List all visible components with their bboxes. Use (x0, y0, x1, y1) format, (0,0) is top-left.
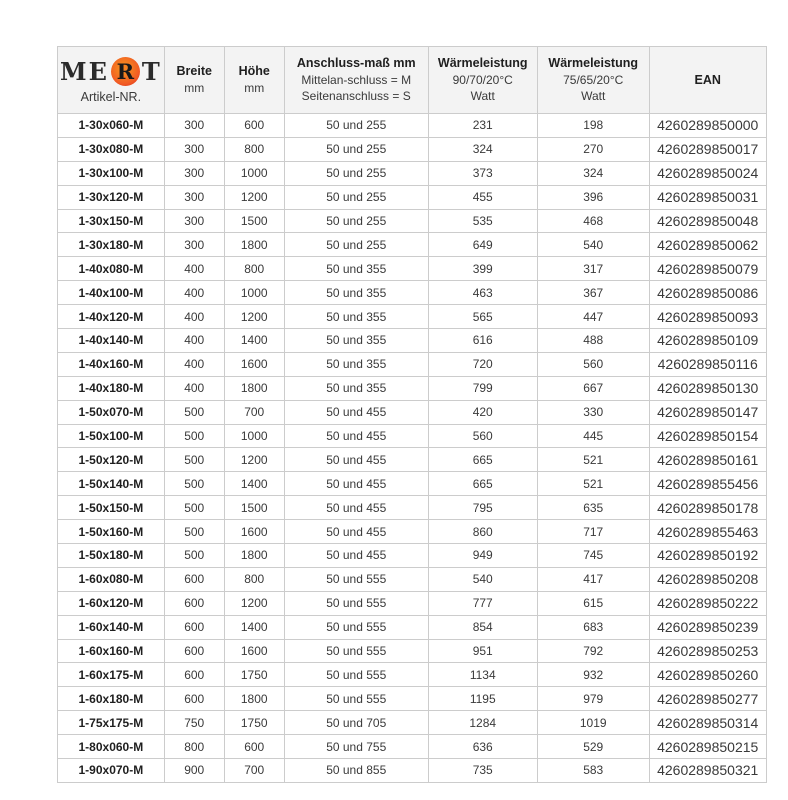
table-row (58, 209, 767, 233)
cell-artikel-nr: 1-50x120-M (58, 448, 165, 472)
header-ean-title: EAN (694, 72, 721, 87)
cell-breite: 300 (164, 209, 224, 233)
cell-hoehe: 1600 (224, 352, 284, 376)
cell-watt-90-70: 560 (428, 424, 537, 448)
cell-anschluss: 50 und 355 (284, 281, 428, 305)
cell-watt-90-70: 665 (428, 472, 537, 496)
cell-watt-75-65: 932 (537, 663, 649, 687)
cell-anschluss: 50 und 705 (284, 711, 428, 735)
cell-anschluss: 50 und 255 (284, 114, 428, 138)
cell-anschluss: 50 und 455 (284, 544, 428, 568)
cell-hoehe: 1600 (224, 520, 284, 544)
cell-watt-90-70: 860 (428, 520, 537, 544)
cell-breite: 400 (164, 281, 224, 305)
cell-ean: 4260289850147 (649, 400, 766, 424)
cell-breite: 900 (164, 759, 224, 783)
cell-breite: 400 (164, 257, 224, 281)
cell-hoehe: 1000 (224, 281, 284, 305)
cell-breite: 750 (164, 711, 224, 735)
cell-watt-90-70: 373 (428, 161, 537, 185)
cell-watt-90-70: 1195 (428, 687, 537, 711)
cell-artikel-nr: 1-80x060-M (58, 735, 165, 759)
cell-hoehe: 1400 (224, 472, 284, 496)
header-row (58, 47, 767, 114)
cell-hoehe: 1500 (224, 209, 284, 233)
cell-hoehe: 1800 (224, 544, 284, 568)
table-row (58, 687, 767, 711)
logo-r-circle-icon (111, 57, 140, 86)
cell-watt-75-65: 979 (537, 687, 649, 711)
cell-watt-90-70: 735 (428, 759, 537, 783)
cell-watt-75-65: 583 (537, 759, 649, 783)
cell-breite: 600 (164, 567, 224, 591)
cell-hoehe: 1200 (224, 591, 284, 615)
cell-watt-75-65: 521 (537, 448, 649, 472)
cell-hoehe: 600 (224, 735, 284, 759)
table-row (58, 472, 767, 496)
cell-ean: 4260289850222 (649, 591, 766, 615)
cell-artikel-nr: 1-30x150-M (58, 209, 165, 233)
table-row (58, 114, 767, 138)
cell-anschluss: 50 und 355 (284, 376, 428, 400)
cell-artikel-nr: 1-60x175-M (58, 663, 165, 687)
cell-artikel-nr: 1-30x120-M (58, 185, 165, 209)
header-artikel-nr (58, 47, 165, 114)
cell-artikel-nr: 1-50x100-M (58, 424, 165, 448)
cell-anschluss: 50 und 355 (284, 305, 428, 329)
cell-anschluss: 50 und 455 (284, 448, 428, 472)
header-anschluss-sub1: Mittelan-schluss = M (301, 73, 412, 88)
header-watt75-sub2: Watt (581, 89, 606, 104)
cell-watt-90-70: 399 (428, 257, 537, 281)
header-watt-75-65 (537, 47, 649, 114)
cell-watt-75-65: 396 (537, 185, 649, 209)
cell-breite: 300 (164, 137, 224, 161)
cell-ean: 4260289850154 (649, 424, 766, 448)
cell-ean: 4260289850161 (649, 448, 766, 472)
cell-artikel-nr: 1-40x140-M (58, 329, 165, 353)
cell-watt-90-70: 795 (428, 496, 537, 520)
table-row (58, 233, 767, 257)
cell-ean: 4260289850321 (649, 759, 766, 783)
header-hoehe-title: Höhe (238, 64, 270, 79)
artikel-nr-label: Artikel-NR. (80, 89, 142, 104)
cell-watt-90-70: 535 (428, 209, 537, 233)
cell-breite: 600 (164, 639, 224, 663)
cell-anschluss: 50 und 555 (284, 591, 428, 615)
cell-breite: 300 (164, 114, 224, 138)
cell-watt-90-70: 324 (428, 137, 537, 161)
cell-ean: 4260289850277 (649, 687, 766, 711)
cell-watt-90-70: 665 (428, 448, 537, 472)
cell-anschluss: 50 und 555 (284, 663, 428, 687)
cell-watt-75-65: 1019 (537, 711, 649, 735)
cell-hoehe: 1600 (224, 639, 284, 663)
header-ean (649, 47, 766, 114)
cell-breite: 300 (164, 185, 224, 209)
cell-hoehe: 1500 (224, 496, 284, 520)
cell-watt-90-70: 720 (428, 352, 537, 376)
cell-watt-75-65: 529 (537, 735, 649, 759)
cell-artikel-nr: 1-40x120-M (58, 305, 165, 329)
cell-artikel-nr: 1-60x180-M (58, 687, 165, 711)
cell-breite: 400 (164, 352, 224, 376)
cell-watt-90-70: 463 (428, 281, 537, 305)
cell-anschluss: 50 und 255 (284, 233, 428, 257)
cell-ean: 4260289850109 (649, 329, 766, 353)
cell-artikel-nr: 1-30x180-M (58, 233, 165, 257)
cell-anschluss: 50 und 455 (284, 520, 428, 544)
cell-watt-75-65: 745 (537, 544, 649, 568)
cell-ean: 4260289850000 (649, 114, 766, 138)
cell-ean: 4260289850116 (649, 352, 766, 376)
cell-artikel-nr: 1-30x080-M (58, 137, 165, 161)
cell-watt-90-70: 565 (428, 305, 537, 329)
cell-ean: 4260289850239 (649, 615, 766, 639)
cell-watt-90-70: 455 (428, 185, 537, 209)
logo-text-pre: ME (60, 56, 109, 86)
cell-artikel-nr: 1-60x140-M (58, 615, 165, 639)
cell-ean: 4260289850208 (649, 567, 766, 591)
cell-anschluss: 50 und 355 (284, 352, 428, 376)
cell-hoehe: 1400 (224, 615, 284, 639)
cell-ean: 4260289850253 (649, 639, 766, 663)
cell-watt-90-70: 616 (428, 329, 537, 353)
cell-artikel-nr: 1-60x160-M (58, 639, 165, 663)
cell-anschluss: 50 und 355 (284, 329, 428, 353)
header-anschluss-sub2: Seitenanschluss = S (301, 89, 411, 104)
cell-artikel-nr: 1-40x160-M (58, 352, 165, 376)
cell-breite: 400 (164, 305, 224, 329)
cell-anschluss: 50 und 455 (284, 472, 428, 496)
cell-watt-75-65: 367 (537, 281, 649, 305)
cell-hoehe: 1000 (224, 424, 284, 448)
cell-hoehe: 800 (224, 567, 284, 591)
cell-hoehe: 1750 (224, 663, 284, 687)
table-row (58, 424, 767, 448)
cell-anschluss: 50 und 255 (284, 185, 428, 209)
cell-watt-75-65: 635 (537, 496, 649, 520)
cell-breite: 500 (164, 520, 224, 544)
cell-watt-90-70: 951 (428, 639, 537, 663)
header-watt90-sub1: 90/70/20°C (452, 73, 513, 88)
table-row (58, 137, 767, 161)
cell-anschluss: 50 und 255 (284, 137, 428, 161)
table-row (58, 496, 767, 520)
table-row (58, 544, 767, 568)
table-row (58, 448, 767, 472)
header-watt75-sub1: 75/65/20°C (563, 73, 624, 88)
cell-watt-75-65: 270 (537, 137, 649, 161)
header-anschluss (284, 47, 428, 114)
cell-hoehe: 700 (224, 400, 284, 424)
cell-artikel-nr: 1-75x175-M (58, 711, 165, 735)
cell-ean: 4260289850130 (649, 376, 766, 400)
table-row (58, 161, 767, 185)
cell-anschluss: 50 und 255 (284, 161, 428, 185)
cell-hoehe: 1400 (224, 329, 284, 353)
table-row (58, 305, 767, 329)
cell-ean: 4260289850079 (649, 257, 766, 281)
table-row (58, 759, 767, 783)
cell-breite: 600 (164, 687, 224, 711)
cell-watt-90-70: 649 (428, 233, 537, 257)
table-row (58, 520, 767, 544)
cell-artikel-nr: 1-90x070-M (58, 759, 165, 783)
cell-artikel-nr: 1-50x180-M (58, 544, 165, 568)
header-anschluss-title: Anschluss-maß mm (296, 56, 416, 71)
cell-hoehe: 1000 (224, 161, 284, 185)
cell-anschluss: 50 und 455 (284, 400, 428, 424)
cell-anschluss: 50 und 555 (284, 687, 428, 711)
cell-watt-75-65: 792 (537, 639, 649, 663)
cell-breite: 400 (164, 376, 224, 400)
cell-breite: 600 (164, 591, 224, 615)
header-watt90-title: Wärmeleistung (437, 56, 528, 71)
cell-breite: 500 (164, 448, 224, 472)
cell-hoehe: 1200 (224, 448, 284, 472)
cell-watt-90-70: 540 (428, 567, 537, 591)
cell-watt-90-70: 636 (428, 735, 537, 759)
cell-anschluss: 50 und 855 (284, 759, 428, 783)
cell-watt-75-65: 667 (537, 376, 649, 400)
cell-artikel-nr: 1-40x180-M (58, 376, 165, 400)
table-row (58, 567, 767, 591)
cell-watt-75-65: 417 (537, 567, 649, 591)
table-row (58, 711, 767, 735)
cell-hoehe: 1800 (224, 233, 284, 257)
cell-artikel-nr: 1-50x150-M (58, 496, 165, 520)
cell-breite: 500 (164, 400, 224, 424)
cell-ean: 4260289850086 (649, 281, 766, 305)
cell-breite: 500 (164, 544, 224, 568)
cell-breite: 300 (164, 161, 224, 185)
cell-watt-75-65: 324 (537, 161, 649, 185)
header-breite-unit: mm (184, 81, 205, 96)
header-watt-90-70 (428, 47, 537, 114)
cell-watt-90-70: 1284 (428, 711, 537, 735)
mert-logo (60, 57, 162, 87)
cell-hoehe: 1800 (224, 376, 284, 400)
cell-breite: 400 (164, 329, 224, 353)
cell-watt-75-65: 521 (537, 472, 649, 496)
cell-ean: 4260289850048 (649, 209, 766, 233)
cell-watt-90-70: 777 (428, 591, 537, 615)
cell-ean: 4260289850192 (649, 544, 766, 568)
cell-watt-90-70: 420 (428, 400, 537, 424)
cell-breite: 600 (164, 663, 224, 687)
cell-watt-90-70: 949 (428, 544, 537, 568)
header-breite (164, 47, 224, 114)
table-row (58, 639, 767, 663)
cell-watt-90-70: 799 (428, 376, 537, 400)
cell-ean: 4260289850260 (649, 663, 766, 687)
cell-watt-75-65: 488 (537, 329, 649, 353)
product-table (57, 46, 767, 783)
cell-ean: 4260289850093 (649, 305, 766, 329)
table-row (58, 591, 767, 615)
cell-ean: 4260289855456 (649, 472, 766, 496)
cell-anschluss: 50 und 255 (284, 209, 428, 233)
logo-text-post: T (141, 56, 162, 86)
cell-anschluss: 50 und 455 (284, 496, 428, 520)
cell-watt-75-65: 560 (537, 352, 649, 376)
logo-circle-letter: R (116, 58, 135, 84)
table-row (58, 663, 767, 687)
cell-watt-75-65: 540 (537, 233, 649, 257)
cell-anschluss: 50 und 455 (284, 424, 428, 448)
cell-breite: 500 (164, 424, 224, 448)
cell-watt-75-65: 683 (537, 615, 649, 639)
cell-hoehe: 800 (224, 257, 284, 281)
cell-watt-90-70: 1134 (428, 663, 537, 687)
cell-hoehe: 1800 (224, 687, 284, 711)
cell-ean: 4260289850024 (649, 161, 766, 185)
table-row (58, 257, 767, 281)
cell-artikel-nr: 1-60x080-M (58, 567, 165, 591)
cell-artikel-nr: 1-50x140-M (58, 472, 165, 496)
cell-breite: 800 (164, 735, 224, 759)
cell-hoehe: 1200 (224, 185, 284, 209)
cell-breite: 500 (164, 496, 224, 520)
cell-ean: 4260289850062 (649, 233, 766, 257)
cell-ean: 4260289850215 (649, 735, 766, 759)
table-row (58, 329, 767, 353)
cell-watt-75-65: 445 (537, 424, 649, 448)
header-hoehe-unit: mm (244, 81, 265, 96)
cell-breite: 500 (164, 472, 224, 496)
table-row (58, 281, 767, 305)
header-hoehe (224, 47, 284, 114)
cell-artikel-nr: 1-30x100-M (58, 161, 165, 185)
cell-ean: 4260289855463 (649, 520, 766, 544)
cell-anschluss: 50 und 555 (284, 639, 428, 663)
cell-anschluss: 50 und 555 (284, 615, 428, 639)
cell-breite: 600 (164, 615, 224, 639)
table-row (58, 735, 767, 759)
cell-watt-90-70: 231 (428, 114, 537, 138)
table-row (58, 352, 767, 376)
cell-ean: 4260289850017 (649, 137, 766, 161)
cell-watt-75-65: 198 (537, 114, 649, 138)
header-watt75-title: Wärmeleistung (548, 56, 639, 71)
header-breite-title: Breite (176, 64, 212, 79)
cell-artikel-nr: 1-50x070-M (58, 400, 165, 424)
cell-watt-75-65: 468 (537, 209, 649, 233)
cell-watt-75-65: 717 (537, 520, 649, 544)
cell-breite: 300 (164, 233, 224, 257)
cell-watt-75-65: 330 (537, 400, 649, 424)
cell-anschluss: 50 und 355 (284, 257, 428, 281)
table-row (58, 400, 767, 424)
cell-watt-75-65: 615 (537, 591, 649, 615)
cell-artikel-nr: 1-60x120-M (58, 591, 165, 615)
cell-hoehe: 1750 (224, 711, 284, 735)
cell-artikel-nr: 1-40x080-M (58, 257, 165, 281)
table-row (58, 615, 767, 639)
cell-artikel-nr: 1-50x160-M (58, 520, 165, 544)
cell-ean: 4260289850314 (649, 711, 766, 735)
cell-ean: 4260289850031 (649, 185, 766, 209)
table-row (58, 185, 767, 209)
cell-artikel-nr: 1-30x060-M (58, 114, 165, 138)
cell-anschluss: 50 und 555 (284, 567, 428, 591)
cell-hoehe: 700 (224, 759, 284, 783)
cell-artikel-nr: 1-40x100-M (58, 281, 165, 305)
cell-hoehe: 600 (224, 114, 284, 138)
cell-hoehe: 800 (224, 137, 284, 161)
table-row (58, 376, 767, 400)
cell-watt-75-65: 317 (537, 257, 649, 281)
header-watt90-sub2: Watt (470, 89, 495, 104)
cell-hoehe: 1200 (224, 305, 284, 329)
cell-watt-75-65: 447 (537, 305, 649, 329)
cell-watt-90-70: 854 (428, 615, 537, 639)
table-body (58, 114, 767, 783)
cell-anschluss: 50 und 755 (284, 735, 428, 759)
cell-ean: 4260289850178 (649, 496, 766, 520)
